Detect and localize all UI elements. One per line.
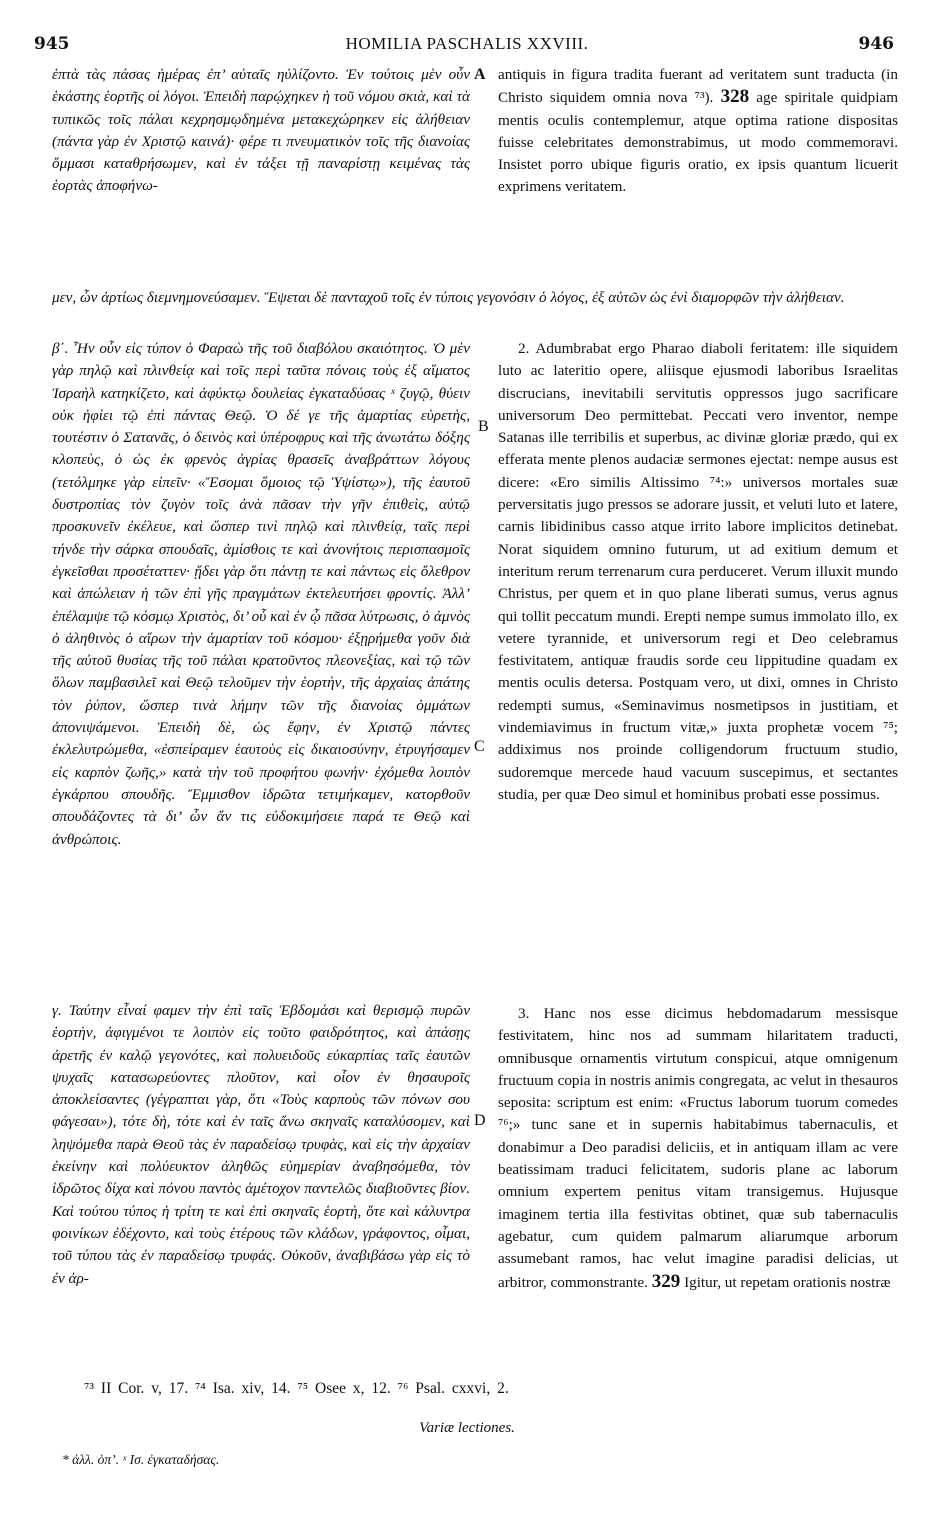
greek-paragraph-2: β΄. Ἦν οὖν εἰς τύπον ὁ Φαραὼ τῆς τοῦ διαβόλου σκαιότητος. Ὁ μὲν γὰρ πηλῷ καὶ πλινθείᾳ καὶ τοῖς περὶ ταῦτα πόνοις τοὺς ἐξ αἵματος Ἰσραὴλ κατηκίζετο, καὶ ἀφύκτῳ δουλείας ἐγκαταδύσας ˣ ζυγῷ, θύειν οὐκ ἠφίει τῷ ἐπὶ πάντας Θεῷ. Ὁ δέ γε τῆς ἁμαρτίας εὑρετὴς, τουτέστιν ὁ Σατανᾶς, ὁ δεινὸς καὶ ὑπέροφρυς καὶ τῆς ἀνωτάτω δόξης κλοπεὺς, ὁ ὡς ἐκ φρενὸς ἀγρίας θρασεῖς ἀναβράττων λόγους (τετόλμηκε γὰρ εἰπεῖν· «Ἔσομαι ὅμοιος τῷ Ὑψίστῳ»), τῆς ἑαυτοῦ δυστροπίας τὸν ζυγὸν τοῖς ἀνὰ πᾶσαν τὴν γῆν ἐπιθεὶς, αὐτῷ προσκυνεῖν ἐκέλευε, καὶ ὥσπερ τινὶ πηλῷ καὶ πλινθείᾳ, ταῖς περὶ τήνδε τὴν σάρκα σπουδαῖς, ἀμίσθοις τε καὶ ἀνονήτοις περισπασμοῖς ἐγκεῖσθαι προσέταττεν· ᾔδει γὰρ ὅτι πάντῃ τε καὶ πάντως εἰς ὄλεθρον καὶ ἀπώλειαν ἡ τῶν ἐπὶ γῆς πραγμάτων ἐκτελευτήσει φροντίς. Ἀλλ’ ἐπέλαμψε τῷ κόσμῳ Χριστὸς, δι’ οὗ καὶ ἐν ᾧ πᾶσα λύτρωσις, ὁ ἀμνὸς ὁ ἀληθινὸς ὁ αἴρων τὴν ἁμαρτίαν τοῦ κόσμου· ἐξῃρήμεθα γοῦν διὰ τῆς αὐτοῦ θυσίας τῆς τοῦ πάλαι κρατοῦντος πλεονεξίας, καὶ τῷ τῶν ὅλων παμβασιλεῖ καὶ Θεῷ τελοῦμεν τὴν ἑορτὴν, τῆς ἀρχαίας ἀπάτης τὸν ῥύπον, ὥσπερ τινὰ λήμην τῶν τῆς διανοίας ὀμμάτων ἀπονιψάμενοι. Ἐπειδὴ δὲ, ὡς ἔφην, ἐν Χριστῷ πάντες ἐκλελυτρώμεθα, «ἐσπείραμεν ἑαυτοὺς εἰς δικαιοσύνην, ἐτρυγήσαμεν εἰς καρπὸν ζωῆς,» κατὰ τὴν τοῦ προφήτου φωνήν· ἐχόμεθα λοιπὸν ἐγκάρπου σπουδῆς. Ἔμμισθον ἱδρῶτα τετιμήκαμεν, κατορθοῦν σπουδάζοντες τὰ δι’ ὧν ἄν τις εὐδοκιμήσειε παρά τε Θεῷ καὶ ἀνθρώποις. — [52, 340, 470, 848]
latin-paragraph-1b: age spiritale quidpiam mentis oculis contemplemur, atque optima ratione dispositas fuisse celebritates demonstrabimus, ut modo commemoravi. Insistet porro ubique figuris oratio, ex ipsis quantum licuerit exprimens veritatem. — [498, 89, 899, 196]
latin-paragraph-2: 2. Adumbrabat ergo Pharao diaboli feritatem: ille siquidem luto ac lateritio opere, aliisque ejusmodi laboribus Israelitas discrucians, inevitabili servitutis oppressos jugo sacrificare universorum Deo permittebat. Peccati vero inventor, nempe Satanas ille terribilis et superbus, ac divinæ gloriæ prædo, qui ex efferata mente plenos audaciæ sermones ejectat: nempe ausus est dicere: «Ero similis Altissimo ⁷⁴:» universos mortales suæ perversitatis jugo pressos se adorare jussit, et veluti luto et latere, carnis libidinibus casso atque irrito labore implicitos detinebat. Norat siquidem omnino futurum, ut ad exitium demum et interitum rerum terrenarum cura perduceret. Verum illuxit mundo Christus, per quem et in quo plane liberati sumus, verus agnus qui tollit peccatum mundi. Erepti nempe sumus immolato illo, ex vetere tyrannide, et universorum regi et Deo celebramus festivitatem, antiquæ fraudis sorde ceu lippitudine quadam ex mentis oculis detersa. Postquam vero, ut dixi, omnes in Christo redempti sumus, «Seminavimus nosmetipsos in justitiam, et vindemiavimus in fructum vitæ,» juxta prophetæ vocem ⁷⁵; addiximus nos proinde colligendorum fructuum studio, sudoremque mercede haud vacuum suscepimus, et sectantes studia, per quæ Deo simul et hominibus probati esse possimus. — [498, 340, 898, 803]
greek-spanning-lines: μεν, ὧν ἀρτίως διεμνημονεύσαμεν. Ἕψεται δὲ πανταχοῦ τοῖς ἐν τύποις γεγονόσιν ὁ λόγος, ἐξ αὐτῶν ὡς ἐνὶ διαμορφῶν τὴν ἀλήθειαν. — [52, 289, 845, 306]
latin-column-top — [498, 64, 898, 199]
greek-column-section-2 — [52, 338, 470, 851]
greek-paragraph-3: γ. Ταύτην εἶναί φαμεν τὴν ἐπὶ ταῖς Ἑβδομάσι καὶ θερισμῷ πυρῶν ἑορτὴν, ἀφιγμένοι τε λοιπὸν εἰς τοῦτο φαιδρότητος, καὶ ἁπάσῃς ἀρετῆς ἐν καλῷ γεγονότες, καὶ πολυειδοῦς εὐκαρπίας ταῖς ἑαυτῶν ψυχαῖς κατασωρεύοντες πλοῦτον, καὶ οἷον ἐν θησαυροῖς ἀποκλείσαντες (γέγραπται γὰρ, ὅτι «Τοὺς καρποὺς τῶν πόνων σου φάγεσαι»), τότε δὴ, τότε καὶ ἐν ταῖς ἄνω σκηναῖς καταλύσομεν, καὶ ληψόμεθα παρὰ Θεοῦ τὰς ἐν παραδείσῳ τρυφὰς, καὶ εἰς τὴν ἀρχαίαν ἐκείνην καὶ πολύευκτον ἀληθῶς εὐημερίαν ἀναβησόμεθα, τὸν ἱδρῶτος δίχα καὶ πόνου παντὸς ἀμέτοχον παντελῶς διαβιοῦντες βίον. Καὶ τούτου τύπος ἡ τρίτη τε καὶ ἐπὶ σκηναῖς ἑορτὴ, ὅτε καὶ κάλυντρα φοινίκων ἐδέχοντο, καὶ τοὺς ἑτέρους τῶν κλάδων, γράφοντος, οἶμαι, τοῦ τύπου τὰς ἐν παραδείσῳ τρυφάς. Οὐκοῦν, ἀναβιβάσω γὰρ εἰς τὸ ἐν ἀρ- — [52, 1002, 470, 1287]
column-number-329: 329 — [651, 1270, 681, 1292]
latin-column-section-3 — [498, 1003, 898, 1294]
running-title: HOMILIA PASCHALIS XXVIII. — [345, 34, 589, 53]
latin-paragraph-3 — [498, 1003, 898, 1294]
footnotes: ⁷³ II Cor. v, 17. ⁷⁴ Isa. xiv, 14. ⁷⁵ Osee x, 12. ⁷⁶ Psal. cxxvi, 2. — [84, 1380, 509, 1397]
margin-letter-c: C — [474, 738, 485, 755]
latin-column-section-2 — [498, 338, 898, 806]
column-number-328: 328 — [720, 86, 750, 108]
variae-lectiones-title: Variæ lectiones. — [419, 1420, 515, 1436]
variae-lectiones-notes: * ἀλλ. ὁπ’. ˣ Ισ. ἐγκαταδήσας. — [62, 1452, 220, 1467]
greek-paragraph-1: ἑπτὰ τὰς πάσας ἡμέρας ἐπ’ αὐταῖς ηὐλίζοντο. Ἐν τούτοις μὲν οὖν ἑκάστης ἑορτῆς οἱ λόγοι. Ἐπειδὴ παρῴχηκεν ἡ τοῦ νόμου σκιὰ, καὶ τὰ τυπικῶς τοῖς πάλαι κεχρησμῳδημένα μετακεχώρηκεν εἰς ἀλήθειαν (πάντα γὰρ ἐν Χριστῷ καινά)· φέρε τι πνευματικὸν τοῖς τῆς διανοίας ὄμμασι καταθρήσωμεν, καὶ ἐν τάξει τῇ παναρίστῃ κειμένας τὰς ἑορτὰς ἀποφήνω- — [52, 66, 470, 195]
running-header — [0, 34, 934, 58]
page-number-left: 945 — [34, 34, 70, 54]
margin-letter-d: D — [474, 1112, 486, 1129]
greek-column-top — [52, 64, 470, 198]
page-number-right: 946 — [858, 34, 894, 54]
margin-letter-a: A — [474, 66, 486, 83]
latin-paragraph-3a: 3. Hanc nos esse dicimus hebdomadarum messisque festivitatem, hinc nos ad summam hilaritatem traducti, omnibusque ornamentis virtutum conspicui, atque omnigenum fructuum copia in nostris animis congregata, ac velut in thesauros seposita: scriptum est enim: «Fructus laborum tuorum comedes ⁷⁶;» tunc sane et in supernis habitabimus tabernaculis, et donabimur a Deo paradisi deliciis, et in antiquam illam ac vere beatissimam traduci felicitatem, sudoris plane ac laborum omnium expertem penitus vitam transigemus. Hujusque imaginem tertia illa festivitas obtinet, quæ sub tabernaculis agebatur, cum quidem palmarum aliarumque arborum assumebant ramos, hac velut imagine paradisi delicias, ut arbitror, commonstrante. — [498, 1005, 898, 1291]
latin-paragraph-3b: Igitur, ut repetam orationis nostræ — [684, 1273, 891, 1291]
latin-paragraph-1 — [498, 64, 898, 199]
greek-column-section-3 — [52, 1000, 470, 1290]
margin-letter-b: B — [478, 418, 489, 435]
latin-paragraph-1a: antiquis in figura tradita fuerant ad veritatem sunt traducta (in Christo siquidem omnia nova ⁷³). — [498, 66, 898, 107]
